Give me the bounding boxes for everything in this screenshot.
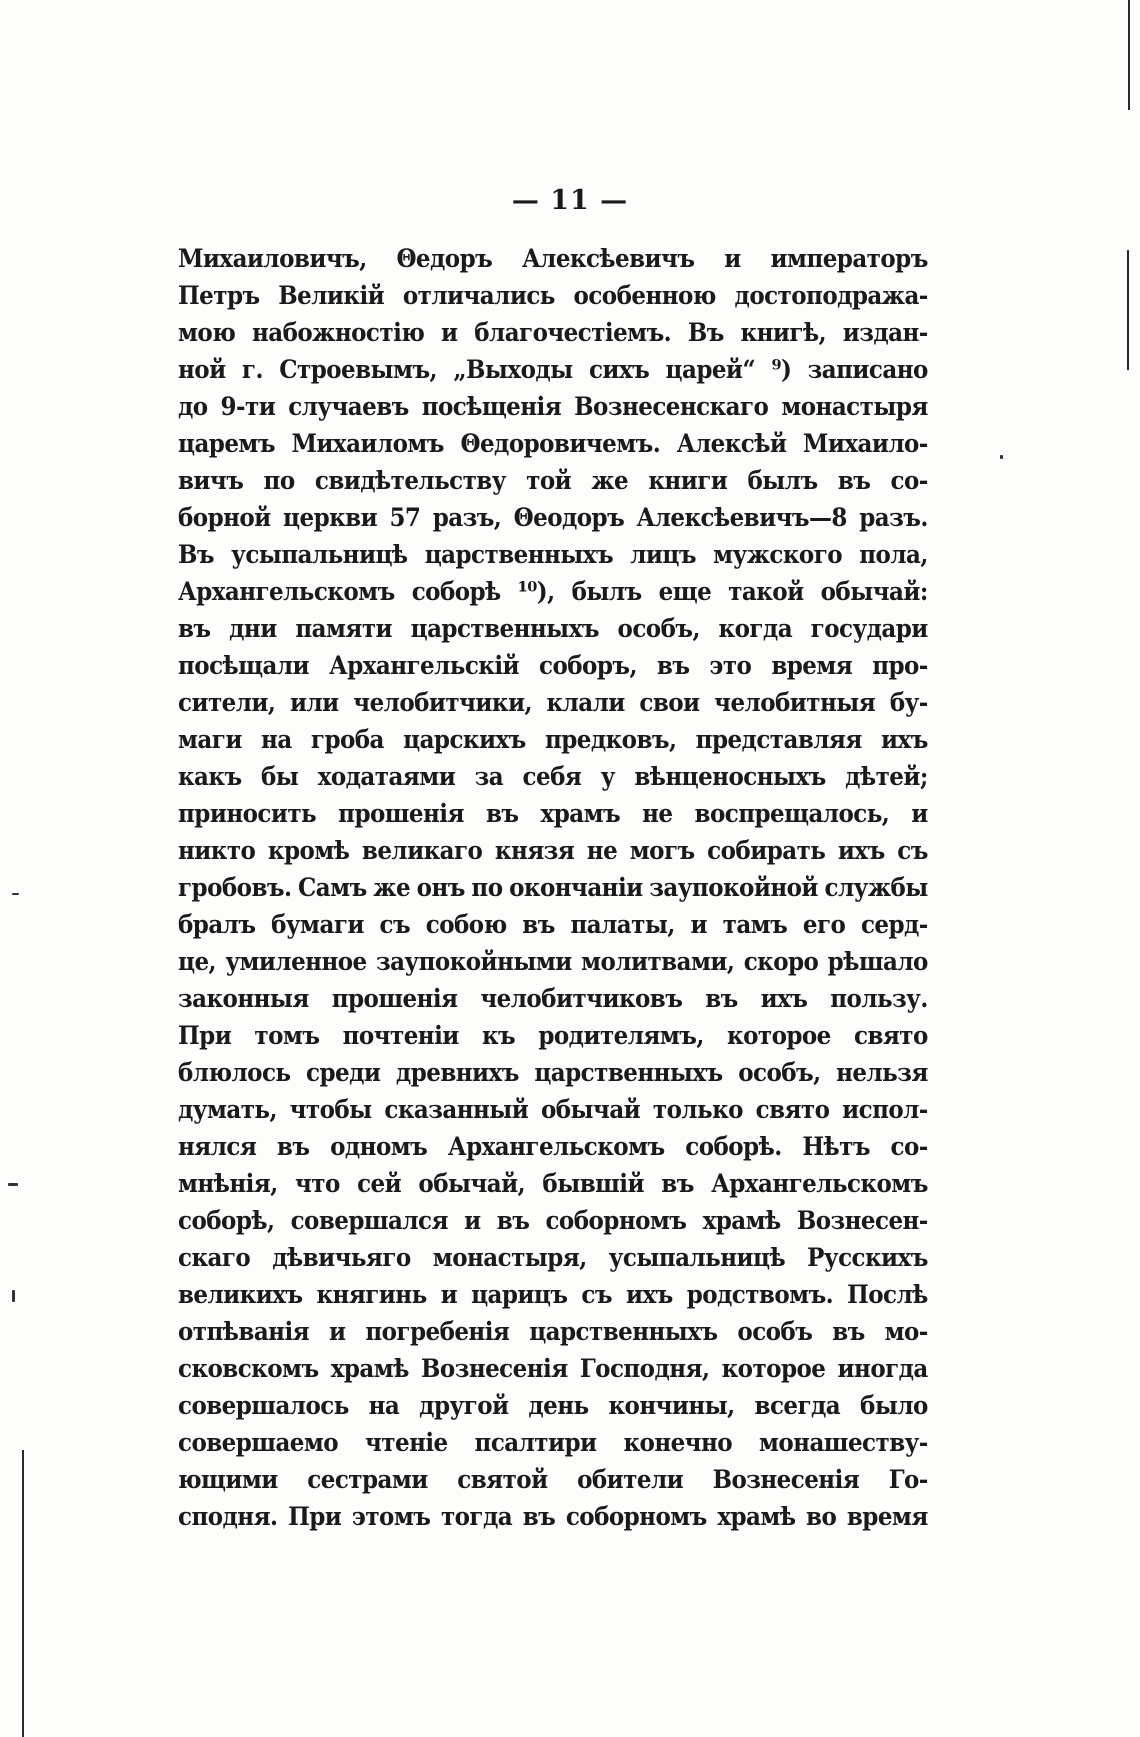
text-line: борной церкви 57 разъ, Θеодоръ Алексѣевичъ—8 разъ. [178,503,928,532]
text-line: въ дни памяти царственныхъ особъ, когда государи [178,614,928,643]
text-line: ной г. Строевымъ, „Выходы сихъ царей“ ⁹) записано [178,355,928,384]
text-line: великихъ княгинь и царицъ съ ихъ родствомъ. Послѣ [178,1280,928,1309]
text-line: совершаемо чтеніе псалтири конечно монашеству- [178,1428,928,1457]
text-line: посѣщали Архангельскій соборъ, въ это время про- [178,651,928,680]
text-line: нялся въ одномъ Архангельскомъ соборѣ. Нѣтъ со- [178,1132,928,1161]
text-line: сители, или челобитчики, клали свои челобитныя бу- [178,688,928,717]
text-line: маги на гроба царскихъ предковъ, представляя ихъ [178,725,928,754]
text-line: совершалось на другой день кончины, всегда было [178,1391,928,1420]
text-line: Петръ Великій отличались особенною достоподража- [178,281,928,310]
page-number: — 11 — [511,185,629,216]
text-line: сковскомъ храмѣ Вознесенія Господня, которое иногда [178,1354,928,1383]
left-edge-line [22,1450,24,1737]
text-line: соборѣ, совершался и въ соборномъ храмѣ Вознесен- [178,1206,928,1235]
margin-speck [1000,455,1003,459]
text-line: вичъ по свидѣтельству той же книги былъ въ со- [178,466,928,495]
text-line: скаго дѣвичьяго монастыря, усыпальницѣ Русскихъ [178,1243,928,1272]
body-text [178,240,928,1535]
text-line: до 9-ти случаевъ посѣщенія Вознесенскаго монастыря [178,392,928,421]
margin-speck [12,1290,15,1302]
text-line: мнѣнія, что сей обычай, бывшій въ Архангельскомъ [178,1169,928,1198]
text-line: законныя прошенія челобитчиковъ въ ихъ пользу. [178,984,928,1013]
text-line: Архангельскомъ соборѣ ¹⁰), былъ еще такой обычай: [178,577,928,606]
text-line: це, умиленное заупокойными молитвами, скоро рѣшало [178,947,928,976]
text-line: гробовъ. Самъ же онъ по окончаніи заупокойной службы [178,873,928,902]
margin-speck [12,893,19,895]
text-line: думать, чтобы сказанный обычай только свято испол- [178,1095,928,1124]
right-edge-line-lower [1127,250,1129,370]
text-line: бралъ бумаги съ собою въ палаты, и тамъ его серд- [178,910,928,939]
text-line: блюлось среди древнихъ царственныхъ особъ, нельзя [178,1058,928,1087]
text-line: Въ усыпальницѣ царственныхъ лицъ мужского пола, [178,540,928,569]
text-line: какъ бы ходатаями за себя у вѣнценосныхъ дѣтей; [178,762,928,791]
text-line: мою набожностію и благочестіемъ. Въ книгѣ, издан- [178,318,928,347]
text-line: При томъ почтеніи къ родителямъ, которое свято [178,1021,928,1050]
text-line: отпѣванія и погребенія царственныхъ особъ въ мо- [178,1317,928,1346]
text-line: царемъ Михаиломъ Θедоровичемъ. Алексѣй Михаило- [178,429,928,458]
text-line: никто кромѣ великаго князя не могъ собирать ихъ съ [178,836,928,865]
margin-speck [8,1183,18,1186]
text-line: приносить прошенія въ храмъ не воспрещалось, и [178,799,928,828]
text-line: сподня. При этомъ тогда въ соборномъ храмѣ во время [178,1502,928,1531]
text-line: ющими сестрами святой обители Вознесенія Го- [178,1465,928,1494]
text-line: Михаиловичъ, Θедоръ Алексѣевичъ и императоръ [178,244,928,273]
right-edge-line [1128,0,1130,110]
